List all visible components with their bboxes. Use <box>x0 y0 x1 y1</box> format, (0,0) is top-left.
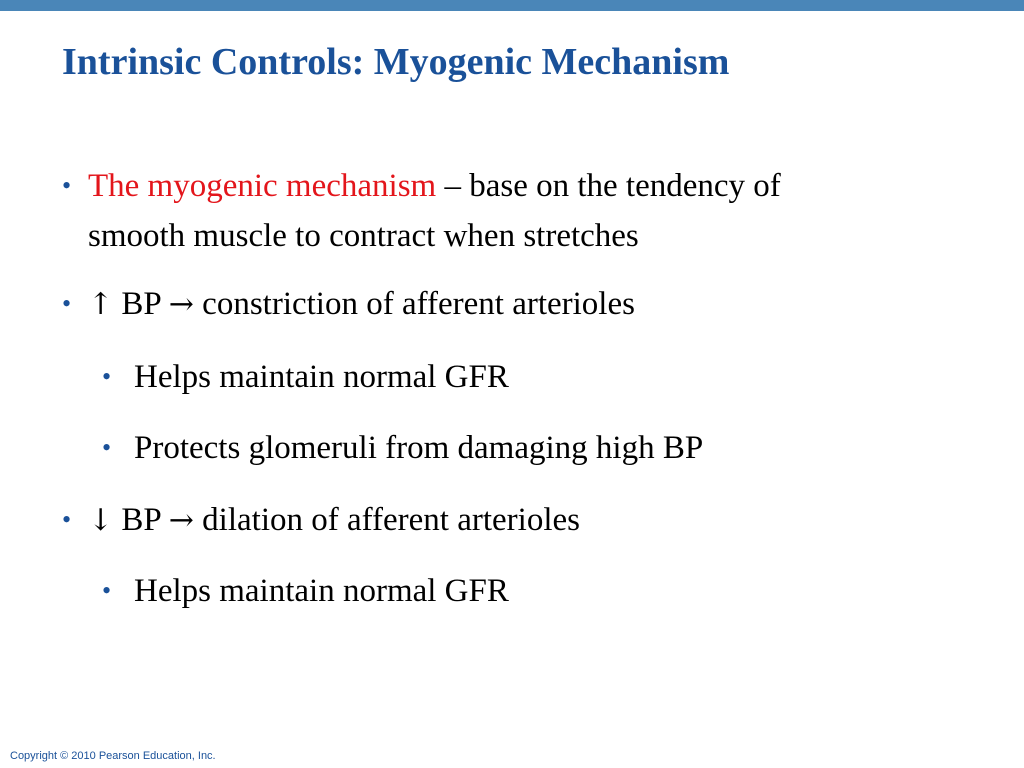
bullet-bp-decrease <box>62 495 580 546</box>
bullet-dot: • <box>102 576 112 605</box>
sub-bullet-text: Helps maintain normal GFR <box>134 359 509 395</box>
down-arrow-icon: ↓ <box>88 503 114 538</box>
sub-bullet-text: Helps maintain normal GFR <box>134 573 509 609</box>
bullet-text-line2: smooth muscle to contract when stretches <box>88 218 639 254</box>
copyright-footer: Copyright © 2010 Pearson Education, Inc. <box>10 750 216 762</box>
bullet-dot: • <box>102 433 112 462</box>
slide-title: Intrinsic Controls: Myogenic Mechanism <box>62 41 730 83</box>
sub-bullet <box>102 352 509 402</box>
bullet-dot: • <box>62 289 72 318</box>
sub-bullet <box>102 566 509 616</box>
bullet-text <box>88 161 781 211</box>
bullet-dot: • <box>62 171 72 200</box>
bullet-myogenic <box>62 161 781 261</box>
effect-text: dilation of afferent arterioles <box>193 502 580 538</box>
up-arrow-icon: ↑ <box>88 287 114 322</box>
top-accent-bar <box>0 0 1024 11</box>
bullet-text-rest: – base on the tendency of <box>436 168 781 204</box>
right-arrow-icon: → <box>168 287 194 322</box>
bullet-dot: • <box>62 505 72 534</box>
bullet-bp-increase <box>62 279 635 330</box>
sub-bullet <box>102 423 703 473</box>
sub-bullet-text: Protects glomeruli from damaging high BP <box>134 430 704 466</box>
bullet-dot: • <box>102 362 112 391</box>
bp-label: BP <box>113 286 169 322</box>
bullet-text <box>88 279 635 330</box>
bp-label: BP <box>113 502 169 538</box>
bullet-text <box>88 495 580 546</box>
effect-text: constriction of afferent arterioles <box>193 286 635 322</box>
right-arrow-icon: → <box>168 503 194 538</box>
highlight-term: The myogenic mechanism <box>88 168 437 204</box>
